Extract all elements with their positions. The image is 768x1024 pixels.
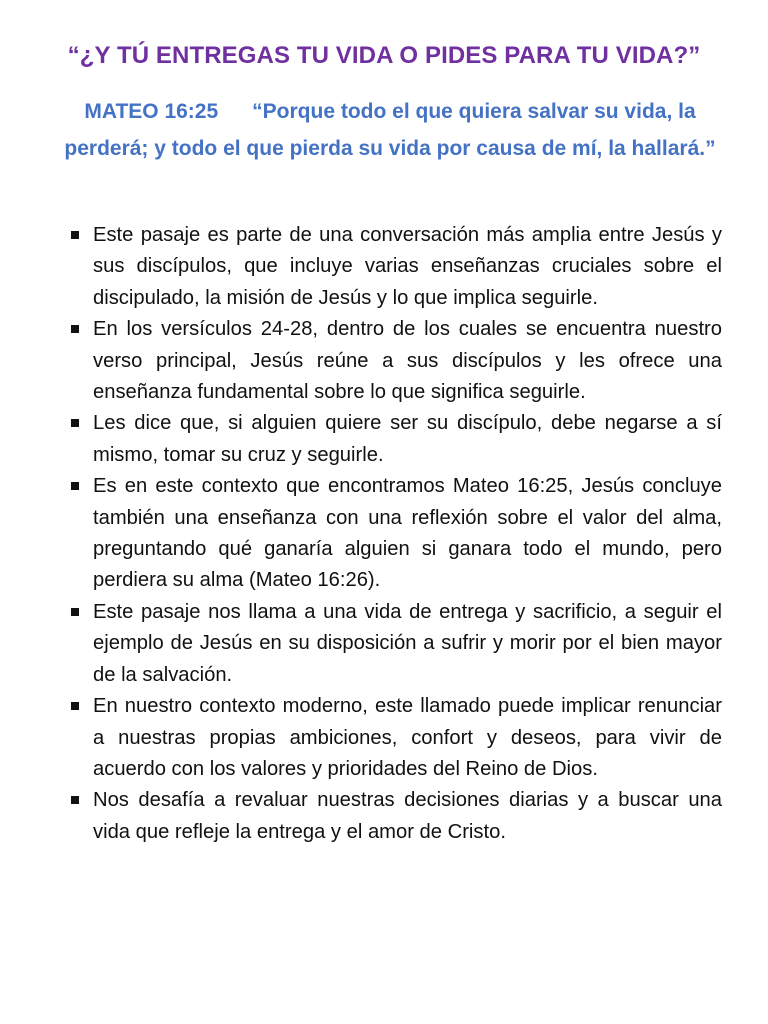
- bullet-text: En nuestro contexto moderno, este llamado puede implicar renunciar a nuestras propias ambiciones, confort y deseos, para vivir de acuerdo con los valores y prioridades del Reino de Dios.: [93, 695, 722, 780]
- square-bullet-icon: [71, 419, 79, 427]
- bullet-text: Nos desafía a revaluar nuestras decisiones diarias y a buscar una vida que refleje la entrega y el amor de Cristo.: [93, 789, 722, 843]
- verse-text: “Porque todo el que quiera salvar su vida, la perderá; y todo el que pierda su vida por causa de mí, la hallará.”: [64, 100, 716, 160]
- square-bullet-icon: [71, 231, 79, 239]
- square-bullet-icon: [71, 482, 79, 490]
- bullet-item: [70, 785, 722, 848]
- bullet-item: [70, 408, 722, 471]
- verse-block: [56, 93, 724, 167]
- bullet-text: Este pasaje nos llama a una vida de entrega y sacrificio, a seguir el ejemplo de Jesús en su disposición a sufrir y morir por el bien mayor de la salvación.: [93, 600, 722, 686]
- bullet-item: [70, 691, 722, 785]
- bullet-text: En los versículos 24-28, dentro de los cuales se encuentra nuestro verso principal, Jesús reúne a sus discípulos y les ofrece una enseñanza fundamental sobre lo que significa seguirle.: [93, 318, 722, 404]
- bullet-item: [70, 314, 722, 408]
- bullet-list: [70, 220, 722, 848]
- square-bullet-icon: [71, 796, 79, 804]
- bullet-item: [70, 471, 722, 597]
- square-bullet-icon: [71, 608, 79, 616]
- page-title: “¿Y TÚ ENTREGAS TU VIDA O PIDES PARA TU VIDA?”: [67, 42, 701, 69]
- bullet-item: [70, 220, 722, 314]
- verse-reference: MATEO 16:25: [84, 100, 219, 123]
- bullet-text: Es en este contexto que encontramos Mateo 16:25, Jesús concluye también una enseñanza con una reflexión sobre el valor del alma, preguntando qué ganaría alguien si ganara todo el mundo, pero perdiera su alma (Mateo 16:26).: [93, 475, 722, 592]
- square-bullet-icon: [71, 702, 79, 710]
- square-bullet-icon: [71, 325, 79, 333]
- bullet-text: Este pasaje es parte de una conversación más amplia entre Jesús y sus discípulos, que incluye varias enseñanzas cruciales sobre el discipulado, la misión de Jesús y lo que implica seguirle.: [93, 224, 722, 309]
- bullet-item: [70, 597, 722, 691]
- bullet-text: Les dice que, si alguien quiere ser su discípulo, debe negarse a sí mismo, tomar su cruz y seguirle.: [93, 412, 722, 466]
